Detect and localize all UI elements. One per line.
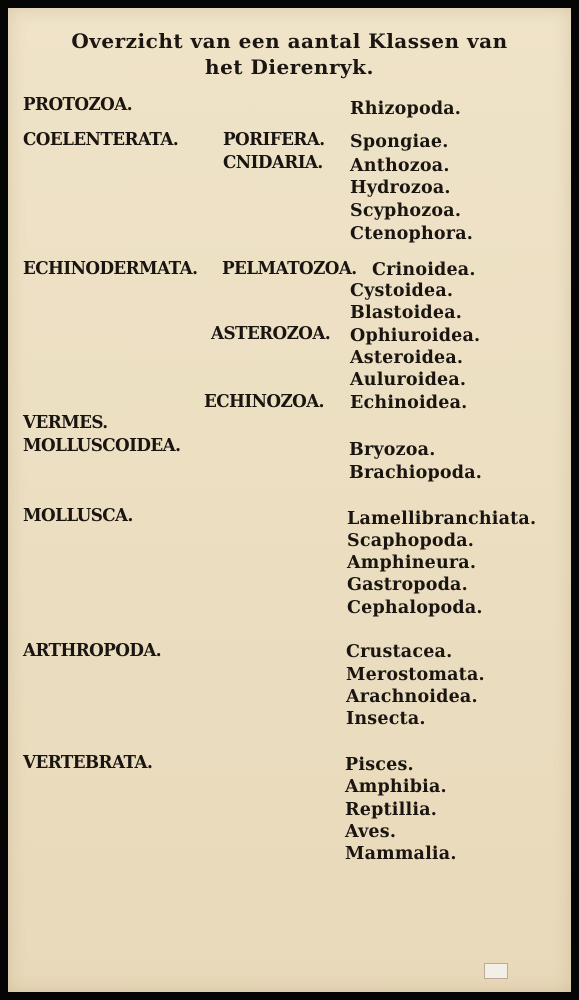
poster bbox=[8, 8, 571, 992]
class-label: Ophiuroidea. bbox=[350, 326, 481, 346]
class-label: Scaphopoda. bbox=[347, 531, 475, 551]
class-label: Amphibia. bbox=[345, 777, 447, 797]
class-label: Merostomata. bbox=[346, 665, 485, 685]
phylum-label: MOLLUSCOIDEA. bbox=[23, 436, 181, 456]
archive-label bbox=[484, 963, 508, 979]
phylum-label: VERMES. bbox=[23, 413, 108, 433]
class-label: Reptillia. bbox=[345, 800, 438, 820]
class-label: Gastropoda. bbox=[347, 575, 468, 595]
phylum-label: COELENTERATA. bbox=[23, 130, 179, 150]
class-label: Anthozoa. bbox=[350, 156, 450, 176]
subphylum-label: PORIFERA. bbox=[223, 130, 325, 150]
class-label: Blastoidea. bbox=[350, 303, 463, 323]
class-label: Pisces. bbox=[345, 755, 414, 775]
class-label: Cystoidea. bbox=[350, 281, 454, 301]
class-label: Echinoidea. bbox=[350, 393, 468, 413]
phylum-label: ECHINODERMATA. bbox=[23, 259, 198, 279]
title-line-1: Overzicht van een aantal Klassen van bbox=[71, 29, 508, 53]
class-label: Arachnoidea. bbox=[346, 687, 478, 707]
class-label: Crinoidea. bbox=[372, 260, 476, 280]
class-label: Spongiae. bbox=[350, 132, 449, 152]
class-label: Lamellibranchiata. bbox=[347, 509, 537, 529]
subphylum-label: CNIDARIA. bbox=[223, 153, 323, 173]
class-label: Ctenophora. bbox=[350, 224, 474, 244]
class-label: Amphineura. bbox=[347, 553, 477, 573]
class-label: Scyphozoa. bbox=[350, 201, 462, 221]
subphylum-label: ECHINOZOA. bbox=[204, 392, 324, 412]
subphylum-label: PELMATOZOA. bbox=[222, 259, 357, 279]
class-label: Insecta. bbox=[346, 709, 426, 729]
class-label: Aves. bbox=[345, 822, 397, 842]
phylum-label: PROTOZOA. bbox=[23, 95, 132, 115]
subphylum-label: ASTEROZOA. bbox=[211, 324, 331, 344]
class-label: Auluroidea. bbox=[350, 370, 467, 390]
title-line-2: het Dierenryk. bbox=[205, 55, 374, 79]
class-label: Bryozoa. bbox=[349, 440, 436, 460]
phylum-label: MOLLUSCA. bbox=[23, 506, 133, 526]
class-label: Rhizopoda. bbox=[350, 99, 462, 119]
class-label: Asteroidea. bbox=[350, 348, 464, 368]
class-label: Mammalia. bbox=[345, 844, 457, 864]
class-label: Crustacea. bbox=[346, 642, 453, 662]
class-label: Hydrozoa. bbox=[350, 178, 451, 198]
phylum-label: ARTHROPODA. bbox=[23, 641, 162, 661]
phylum-label: VERTEBRATA. bbox=[23, 753, 153, 773]
class-label: Cephalopoda. bbox=[347, 598, 483, 618]
class-label: Brachiopoda. bbox=[349, 463, 483, 483]
